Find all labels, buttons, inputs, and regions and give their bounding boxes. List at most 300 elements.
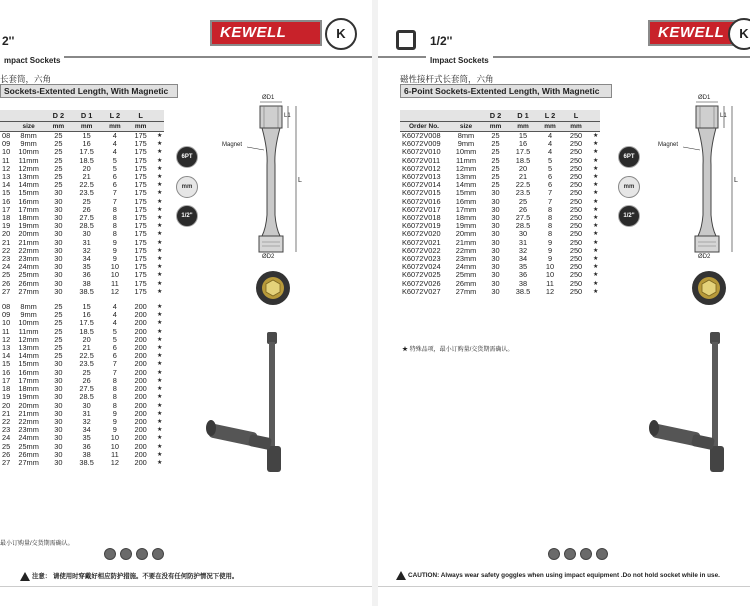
col-d2: D 2: [47, 110, 70, 122]
cell-size: 24mm: [18, 262, 39, 272]
cell-d1: 15: [82, 302, 91, 312]
cell-star: ★: [156, 206, 163, 213]
cell-d2: 30: [54, 367, 63, 377]
cell-star: ★: [156, 394, 163, 401]
cell-d1: 17.5: [79, 147, 94, 157]
cell-code: K6072V014: [402, 180, 441, 190]
cell-size: 26mm: [18, 449, 39, 459]
cell-star: ★: [593, 174, 599, 181]
cell-l2: 9: [112, 408, 117, 418]
cell-code: 15: [2, 188, 11, 198]
cell-code: 16: [2, 367, 11, 377]
col-l: L: [126, 110, 155, 122]
cell-star: ★: [156, 231, 163, 238]
cell-size: 21mm: [455, 237, 477, 247]
cell-d2: 30: [54, 270, 63, 280]
socket-technical-drawing: [658, 90, 750, 260]
cell-d1: 23.5: [515, 188, 531, 198]
cell-star: ★: [593, 215, 599, 222]
col-d1: D 1: [507, 110, 539, 122]
cell-size: 24mm: [18, 433, 39, 443]
cell-size: 11mm: [456, 155, 476, 165]
cell-code: 09: [2, 139, 11, 149]
dim-d2: ØD2: [698, 254, 711, 260]
cell-l2: 9: [547, 237, 553, 247]
cell-l: 175: [134, 188, 147, 198]
cell-size: 17mm: [18, 375, 39, 385]
cell-code: 25: [2, 270, 11, 280]
spec-table-left: [0, 110, 164, 467]
cell-l2: 10: [545, 270, 555, 280]
cell-star: ★: [593, 198, 599, 205]
cell-d1: 28.5: [79, 221, 94, 231]
cell-star: ★: [156, 133, 163, 139]
cell-l2: 5: [112, 163, 117, 173]
cell-star: ★: [593, 239, 599, 246]
cell-l: 200: [134, 416, 147, 426]
cell-l: 200: [134, 400, 147, 410]
cell-star: ★: [593, 247, 599, 254]
cell-l2: 9: [547, 245, 553, 255]
cell-l2: 4: [112, 318, 117, 328]
cell-d1: 35: [82, 433, 91, 443]
cell-d1: 28.5: [515, 221, 531, 231]
cell-d2: 25: [54, 302, 63, 312]
cell-d1: 36: [82, 270, 91, 280]
cell-code: 13: [2, 172, 11, 182]
cell-l2: 8: [112, 384, 117, 394]
cell-l: 200: [134, 441, 147, 451]
cell-code: K6072V011: [402, 155, 441, 165]
goggles-icon: [104, 548, 116, 560]
cell-l: 200: [134, 367, 147, 377]
cell-code: 24: [2, 262, 11, 272]
cell-l2: 7: [547, 188, 553, 198]
cell-size: 18mm: [455, 213, 477, 223]
cell-size: 25mm: [18, 270, 39, 280]
cell-d1: 27.5: [79, 384, 94, 394]
col-d2: D 2: [484, 110, 507, 122]
cell-code: 16: [2, 196, 11, 206]
cell-size: 11mm: [18, 326, 39, 336]
cell-star: ★: [156, 215, 163, 222]
cell-d1: 17.5: [515, 147, 531, 157]
order-note: 最小订购量/交货期需确认。: [0, 541, 74, 547]
cell-l2: 4: [112, 139, 117, 149]
cell-l2: 7: [112, 367, 117, 377]
right-page: [378, 0, 750, 606]
col-l: L: [561, 110, 591, 122]
cell-code: 23: [2, 254, 11, 264]
cell-d1: 26: [82, 204, 91, 214]
cell-l2: 11: [111, 449, 119, 459]
goggles-icon: [548, 548, 560, 560]
socket-end-view: [255, 270, 291, 306]
cell-l2: 7: [547, 196, 553, 206]
left-page: [0, 0, 372, 606]
ear-protection-icon: [596, 548, 608, 560]
cell-d2: 25: [54, 334, 63, 344]
cell-code: 21: [2, 408, 11, 418]
cell-l: 175: [134, 139, 147, 149]
cell-d1: 32: [82, 245, 91, 255]
cell-l: 175: [134, 262, 147, 272]
cell-code: K6072V012: [402, 163, 441, 173]
cell-code: 17: [2, 375, 11, 385]
cell-star: ★: [156, 427, 163, 434]
cell-star: ★: [156, 361, 163, 368]
cell-star: ★: [593, 272, 599, 279]
cell-star: ★: [156, 328, 163, 335]
dim-d1: ØD1: [262, 95, 275, 101]
dim-l1: L1: [720, 113, 727, 119]
cell-size: 15mm: [455, 188, 477, 198]
cell-size: 10mm: [18, 147, 39, 157]
cell-d2: 30: [54, 196, 63, 206]
cell-size: 8mm: [457, 131, 475, 140]
cell-l: 175: [134, 155, 147, 165]
cell-l: 175: [134, 237, 147, 247]
footer-rule: [0, 586, 372, 587]
cell-code: 13: [2, 343, 11, 353]
cell-star: ★: [156, 377, 163, 384]
cell-size: 25mm: [455, 270, 477, 280]
cell-l2: 10: [110, 433, 119, 443]
cell-code: K6072V015: [402, 188, 441, 198]
cell-l2: 5: [112, 334, 117, 344]
cell-code: K6072V024: [402, 262, 441, 272]
cell-code: 08: [2, 302, 11, 312]
cell-l: 250: [569, 204, 583, 214]
cell-l: 250: [569, 188, 583, 198]
cell-code: 24: [2, 433, 11, 443]
magnet-label: Magnet: [658, 142, 679, 148]
cell-star: ★: [156, 272, 163, 279]
cell-code: 18: [2, 384, 11, 394]
col-size: size: [10, 122, 47, 132]
cell-star: ★: [593, 149, 599, 156]
cell-l2: 4: [112, 131, 117, 140]
cell-l: 200: [134, 449, 147, 459]
unit-l: mm: [561, 122, 591, 132]
cell-l2: 4: [547, 131, 553, 140]
cell-d2: 30: [54, 375, 63, 385]
section-title: mpact Sockets: [0, 55, 64, 67]
cell-d2: 25: [54, 172, 63, 182]
cell-l: 250: [569, 221, 583, 231]
cell-d2: 30: [54, 384, 63, 394]
cell-star: ★: [156, 386, 163, 393]
cell-l2: 8: [112, 375, 117, 385]
unit-d1: mm: [507, 122, 539, 132]
cell-d1: 26: [82, 375, 91, 385]
cell-star: ★: [156, 443, 163, 450]
cell-l: 250: [569, 131, 583, 140]
cell-l: 250: [569, 254, 583, 264]
mm-badge: mm: [176, 176, 198, 198]
cell-l: 200: [134, 392, 147, 402]
unit-l2: mm: [539, 122, 561, 132]
socket-shaft: [262, 128, 280, 236]
cell-d1: 23.5: [79, 188, 94, 198]
cell-code: K6072V027: [402, 286, 441, 296]
cell-l2: 4: [547, 139, 553, 149]
cell-l2: 6: [112, 180, 117, 190]
cell-l2: 4: [547, 147, 553, 157]
cell-l2: 8: [112, 229, 117, 239]
cell-code: 18: [2, 213, 11, 223]
en-subtitle: Sockets-Extented Length, With Magnetic: [0, 84, 178, 98]
cell-l: 175: [134, 131, 147, 140]
cell-star: ★: [156, 165, 163, 172]
cell-l2: 6: [112, 343, 117, 353]
cell-d1: 21: [82, 343, 91, 353]
socket-product-image: [205, 328, 315, 478]
cell-l: 175: [134, 245, 147, 255]
cell-d2: 30: [491, 204, 500, 214]
spec-table-right: [400, 110, 600, 296]
cell-d1: 16: [82, 139, 91, 149]
cell-d2: 25: [54, 147, 63, 157]
cell-d2: 30: [54, 262, 63, 272]
cell-d1: 38.5: [79, 457, 94, 467]
cell-l2: 9: [112, 416, 117, 426]
cell-code: 17: [2, 204, 11, 214]
cell-star: ★: [156, 418, 163, 425]
cell-size: 21mm: [18, 237, 39, 247]
cell-code: 20: [2, 229, 11, 239]
cell-code: 26: [2, 278, 11, 288]
cell-l: 175: [134, 204, 147, 214]
cell-code: K6072V016: [402, 196, 441, 206]
cell-d2: 25: [491, 139, 500, 149]
unit-l2: mm: [103, 122, 126, 132]
col-size: size: [448, 122, 484, 132]
cell-l: 200: [134, 384, 147, 394]
cell-d1: 27.5: [79, 213, 94, 223]
cell-d2: 30: [491, 254, 500, 264]
cell-l2: 7: [112, 188, 117, 198]
cell-d2: 25: [491, 155, 500, 165]
cell-l: 200: [134, 457, 147, 467]
cell-code: 22: [2, 416, 11, 426]
cell-d2: 25: [491, 163, 500, 173]
cell-l: 175: [134, 147, 147, 157]
cell-d1: 36: [518, 270, 528, 280]
cell-l2: 10: [110, 270, 119, 280]
cell-d2: 30: [54, 286, 63, 296]
cell-d2: 30: [491, 196, 500, 206]
cell-l2: 10: [110, 441, 119, 451]
cell-d2: 25: [54, 180, 63, 190]
cell-code: 08: [2, 131, 11, 140]
cell-l2: 6: [112, 351, 117, 361]
cell-l2: 8: [112, 221, 117, 231]
cell-d2: 30: [54, 188, 63, 198]
cell-size: 27mm: [18, 457, 39, 467]
cell-code: 22: [2, 245, 11, 255]
cell-d1: 18.5: [79, 326, 94, 336]
cell-d2: 30: [491, 213, 500, 223]
cell-size: 13mm: [455, 172, 477, 182]
cell-size: 8mm: [20, 302, 37, 312]
cell-code: 11: [2, 155, 10, 165]
ear-protection-icon: [152, 548, 164, 560]
cell-l2: 6: [547, 172, 553, 182]
cell-star: ★: [156, 157, 163, 164]
cell-star: ★: [156, 402, 163, 409]
cell-d1: 32: [518, 245, 528, 255]
cell-l: 250: [569, 237, 583, 247]
cell-star: ★: [156, 264, 163, 271]
gloves-icon: [120, 548, 132, 560]
dim-l: L: [298, 177, 302, 184]
cell-code: 19: [2, 392, 11, 402]
socket-drive-end: [695, 236, 719, 252]
cell-l: 200: [134, 375, 147, 385]
socket-end-view: [691, 270, 727, 306]
cell-l: 250: [569, 155, 583, 165]
cell-size: 27mm: [18, 286, 39, 296]
col-l2: L 2: [103, 110, 126, 122]
cell-l: 175: [134, 278, 147, 288]
cell-d1: 18.5: [515, 155, 531, 165]
cell-code: K6072V013: [402, 172, 441, 182]
cell-d2: 25: [54, 318, 63, 328]
cell-d2: 30: [54, 229, 63, 239]
cell-l2: 5: [547, 155, 553, 165]
cell-size: 18mm: [18, 384, 39, 394]
cell-l: 175: [134, 286, 147, 296]
cell-size: 17mm: [455, 204, 477, 214]
cell-d1: 30: [518, 229, 528, 239]
cell-d2: 30: [54, 213, 63, 223]
cell-d1: 35: [82, 262, 91, 272]
cell-d1: 38.5: [79, 286, 94, 296]
cell-d1: 28.5: [79, 392, 94, 402]
cell-l: 250: [569, 262, 583, 272]
cell-l: 200: [134, 359, 147, 369]
cell-star: ★: [593, 223, 599, 230]
cell-code: K6072V021: [402, 237, 441, 247]
cell-size: 9mm: [20, 139, 37, 149]
cell-d1: 35: [518, 262, 528, 272]
cell-l: 250: [569, 163, 583, 173]
brand-logo: KEWELL: [648, 20, 750, 46]
col-l2: L 2: [539, 110, 561, 122]
magnet-label: Magnet: [222, 142, 243, 148]
cell-code: K6072V025: [402, 270, 441, 280]
en-subtitle: 6-Point Sockets-Extented Length, With Magnetic: [400, 84, 612, 98]
cell-size: 25mm: [18, 441, 39, 451]
cell-l: 175: [134, 196, 147, 206]
cell-d2: 30: [491, 237, 500, 247]
cell-size: 19mm: [18, 221, 39, 231]
cell-star: ★: [156, 312, 163, 319]
cell-d1: 30: [82, 400, 91, 410]
cell-l: 250: [569, 278, 583, 288]
caution-text: [20, 571, 238, 581]
col-d1: D 1: [70, 110, 104, 122]
cell-d1: 15: [82, 131, 91, 140]
cell-size: 21mm: [18, 408, 39, 418]
cell-l: 175: [134, 229, 147, 239]
cell-l: 250: [569, 270, 583, 280]
cell-size: 15mm: [18, 188, 39, 198]
cell-size: 16mm: [18, 367, 39, 377]
cell-l2: 7: [112, 196, 117, 206]
cell-d1: 20: [82, 163, 91, 173]
cell-d1: 22.5: [515, 180, 531, 190]
cell-star: ★: [593, 280, 599, 287]
dim-l1: L1: [284, 113, 291, 119]
cell-star: ★: [156, 459, 163, 466]
cell-l: 200: [134, 310, 147, 320]
cell-star: ★: [593, 231, 599, 238]
cell-d2: 30: [491, 262, 500, 272]
cell-size: 8mm: [20, 131, 37, 140]
cell-size: 18mm: [18, 213, 39, 223]
cell-d1: 38: [518, 278, 528, 288]
cell-d1: 25: [82, 367, 91, 377]
caution-text: [396, 571, 720, 580]
cell-d1: 22.5: [79, 180, 94, 190]
cell-d1: 31: [82, 237, 91, 247]
cell-d2: 30: [491, 221, 500, 231]
cell-l: 175: [134, 254, 147, 264]
cell-l2: 4: [112, 147, 117, 157]
cell-star: ★: [156, 451, 163, 458]
cell-size: 23mm: [455, 254, 477, 264]
cell-code: K6072V020: [402, 229, 441, 239]
six-point-badge: 6PT: [618, 146, 640, 168]
cell-l: 175: [134, 221, 147, 231]
mask-icon: [580, 548, 592, 560]
cell-size: 26mm: [18, 278, 39, 288]
unit-d2: mm: [47, 122, 70, 132]
cell-d1: 21: [82, 172, 91, 182]
cell-d1: 22.5: [79, 351, 94, 361]
cell-star: ★: [156, 182, 163, 189]
cell-d1: 34: [82, 254, 91, 264]
cell-d1: 31: [518, 237, 528, 247]
cell-l2: 11: [546, 278, 554, 288]
six-point-badge: 6PT: [176, 146, 198, 168]
cell-code: 25: [2, 441, 11, 451]
cell-d1: 21: [518, 172, 528, 182]
cell-d1: 38: [82, 278, 91, 288]
cell-l2: 4: [112, 310, 117, 320]
cell-code: K6072V026: [402, 278, 441, 288]
cell-star: ★: [156, 141, 163, 148]
cell-star: ★: [593, 157, 599, 164]
cell-size: 14mm: [455, 180, 477, 190]
caution-text-content: 注意： 请使用时穿戴好相应防护措施。不要在没有任何防护情况下使用。: [32, 573, 239, 580]
caution-text-content: Always wear safety goggles when using impact equipment .Do not hold socket while in use.: [440, 572, 720, 580]
cell-d1: 25: [82, 196, 91, 206]
cell-size: 20mm: [455, 229, 477, 239]
cell-size: 10mm: [455, 147, 477, 157]
cell-star: ★: [593, 264, 599, 271]
cell-l: 200: [134, 302, 147, 312]
cell-code: K6072V008: [402, 131, 441, 140]
unit-d1: mm: [70, 122, 104, 132]
cell-code: 20: [2, 400, 11, 410]
cell-size: 12mm: [18, 334, 39, 344]
cell-d1: 17.5: [79, 318, 94, 328]
cell-star: ★: [156, 304, 163, 311]
cell-star: ★: [156, 345, 163, 352]
